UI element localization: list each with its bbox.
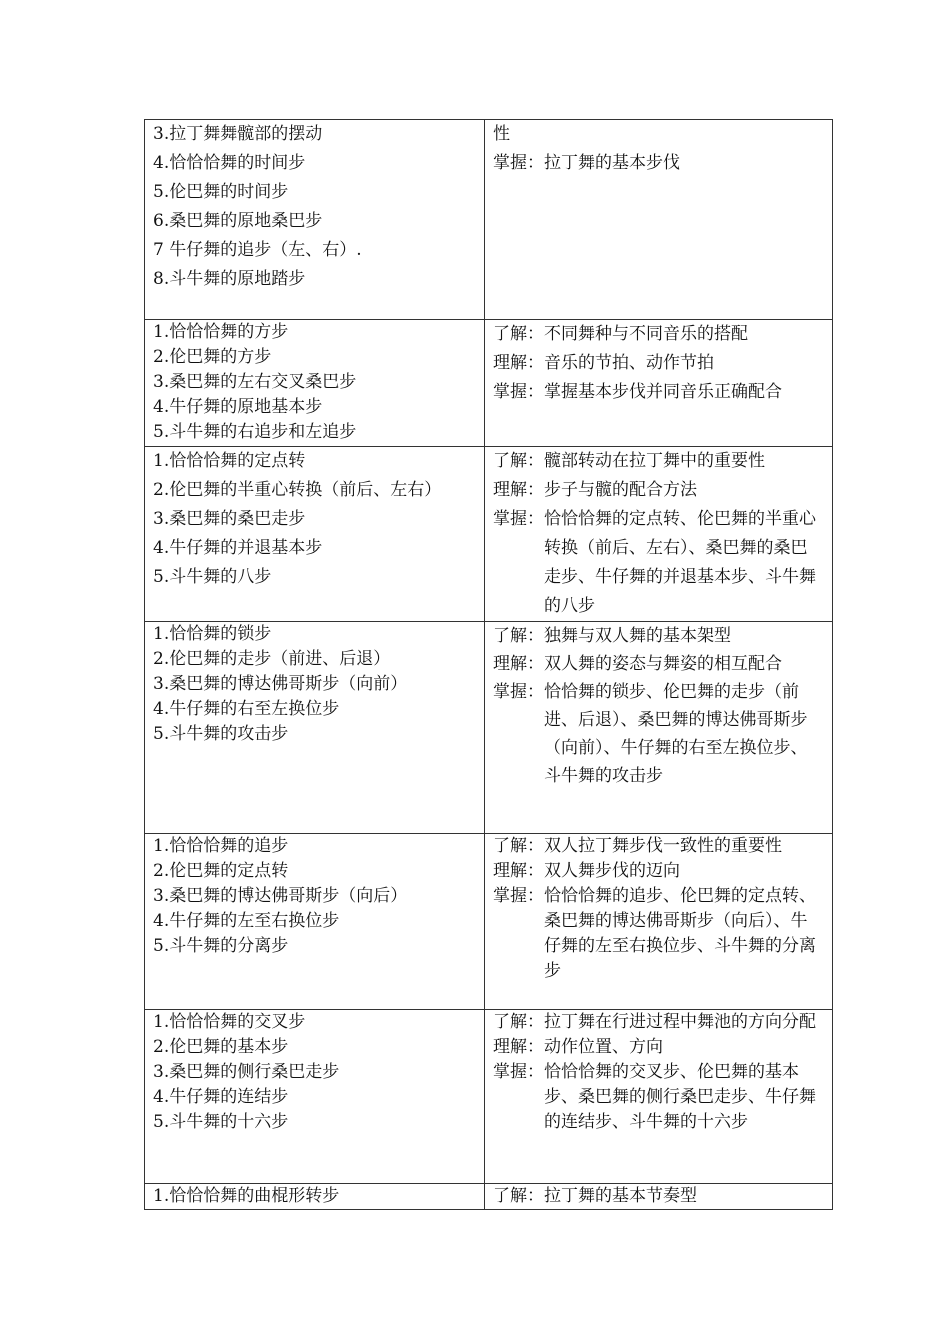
objective-entry	[493, 650, 824, 678]
objective-entry	[493, 834, 824, 859]
objective-text: 恰恰恰舞的定点转、伦巴舞的半重心转换（前后、左右）、桑巴舞的桑巴走步、牛仔舞的并退基本步、斗牛舞的八步	[544, 509, 816, 616]
objective-cell	[485, 447, 833, 622]
objective-text: 步子与髋的配合方法	[544, 480, 697, 500]
table-row	[145, 1010, 833, 1184]
content-line: 2.伦巴舞的方步	[153, 347, 272, 367]
objective-cell	[485, 1184, 833, 1210]
content-line: 7 牛仔舞的追步（左、右）.	[153, 240, 362, 260]
content-line: 1.恰恰恰舞的方步	[153, 322, 289, 342]
table-row	[145, 447, 833, 622]
objective-entry	[493, 678, 824, 790]
objective-entry	[493, 320, 824, 349]
content-line: 5.斗牛舞的右追步和左追步	[153, 422, 357, 442]
objective-entry	[493, 476, 824, 505]
objective-text: 性	[493, 124, 510, 144]
content-line: 5.斗牛舞的攻击步	[153, 724, 289, 744]
content-line: 3.桑巴舞的博达佛哥斯步（向后）	[153, 886, 408, 906]
content-line: 5.伦巴舞的时间步	[153, 182, 289, 202]
content-line: 1.恰恰舞的锁步	[153, 624, 272, 644]
objective-text: 掌握基本步伐并同音乐正确配合	[544, 382, 782, 402]
objective-entry	[493, 120, 824, 149]
objective-text: 独舞与双人舞的基本架型	[544, 626, 731, 646]
objective-label: 理解：	[493, 861, 544, 881]
content-line: 5.斗牛舞的八步	[153, 567, 272, 587]
table-row	[145, 320, 833, 447]
content-line: 1.恰恰恰舞的追步	[153, 836, 289, 856]
objective-text: 拉丁舞的基本步伐	[544, 153, 680, 173]
objective-label: 了解：	[493, 324, 544, 344]
objective-text: 双人舞的姿态与舞姿的相互配合	[544, 654, 782, 674]
content-line: 2.伦巴舞的半重心转换（前后、左右）	[153, 480, 442, 500]
table-row	[145, 120, 833, 320]
objective-entry	[493, 349, 824, 378]
content-line: 5.斗牛舞的分离步	[153, 936, 289, 956]
content-line: 5.斗牛舞的十六步	[153, 1112, 289, 1132]
content-line: 4.牛仔舞的并退基本步	[153, 538, 323, 558]
content-cell	[145, 1010, 485, 1184]
objective-entry	[493, 884, 824, 984]
content-line: 3.桑巴舞的侧行桑巴走步	[153, 1062, 340, 1082]
content-line: 3.桑巴舞的博达佛哥斯步（向前）	[153, 674, 408, 694]
content-cell	[145, 834, 485, 1010]
objective-text: 拉丁舞在行进过程中舞池的方向分配	[544, 1012, 816, 1032]
objective-label: 掌握：	[493, 682, 544, 702]
objective-label: 掌握：	[493, 382, 544, 402]
content-line: 3.桑巴舞的桑巴走步	[153, 509, 306, 529]
table-row	[145, 834, 833, 1010]
objective-text: 恰恰恰舞的追步、伦巴舞的定点转、桑巴舞的博达佛哥斯步（向后）、牛仔舞的左至右换位步、斗牛舞的分离步	[544, 886, 816, 981]
content-cell	[145, 622, 485, 834]
objective-text: 髋部转动在拉丁舞中的重要性	[544, 451, 765, 471]
content-table	[144, 119, 833, 1210]
content-line: 4.牛仔舞的原地基本步	[153, 397, 323, 417]
content-line: 8.斗牛舞的原地踏步	[153, 269, 306, 289]
content-line: 2.伦巴舞的走步（前进、后退）	[153, 649, 391, 669]
table-row	[145, 622, 833, 834]
objective-label: 了解：	[493, 1186, 544, 1206]
objective-text: 拉丁舞的基本节奏型	[544, 1186, 697, 1206]
content-cell	[145, 1184, 485, 1210]
objective-label: 掌握：	[493, 153, 544, 173]
objective-entry	[493, 1010, 824, 1035]
objective-text: 不同舞种与不同音乐的搭配	[544, 324, 748, 344]
content-line: 6.桑巴舞的原地桑巴步	[153, 211, 323, 231]
objective-cell	[485, 1010, 833, 1184]
content-cell	[145, 120, 485, 320]
objective-text: 动作位置、方向	[544, 1037, 663, 1057]
content-cell	[145, 447, 485, 622]
content-line: 4.恰恰恰舞的时间步	[153, 153, 306, 173]
content-cell	[145, 320, 485, 447]
objective-entry	[493, 378, 824, 407]
objective-label: 掌握：	[493, 509, 544, 529]
content-line: 4.牛仔舞的左至右换位步	[153, 911, 340, 931]
objective-label: 了解：	[493, 626, 544, 646]
content-line: 2.伦巴舞的定点转	[153, 861, 289, 881]
objective-label: 了解：	[493, 836, 544, 856]
content-line: 2.伦巴舞的基本步	[153, 1037, 289, 1057]
objective-entry	[493, 447, 824, 476]
objective-entry	[493, 859, 824, 884]
objective-text: 双人拉丁舞步伐一致性的重要性	[544, 836, 782, 856]
objective-label: 理解：	[493, 1037, 544, 1057]
objective-entry	[493, 1184, 824, 1209]
content-line: 1.恰恰恰舞的交叉步	[153, 1012, 306, 1032]
content-line: 3.桑巴舞的左右交叉桑巴步	[153, 372, 357, 392]
objective-label: 掌握：	[493, 1062, 544, 1082]
objective-text: 双人舞步伐的迈向	[544, 861, 680, 881]
objective-text: 恰恰恰舞的交叉步、伦巴舞的基本步、桑巴舞的侧行桑巴走步、牛仔舞的连结步、斗牛舞的十六步	[544, 1062, 816, 1132]
content-line: 3.拉丁舞舞髋部的摆动	[153, 124, 323, 144]
objective-entry	[493, 149, 824, 178]
objective-label: 了解：	[493, 451, 544, 471]
objective-cell	[485, 622, 833, 834]
objective-entry	[493, 1035, 824, 1060]
objective-label: 理解：	[493, 480, 544, 500]
content-line: 4.牛仔舞的连结步	[153, 1087, 289, 1107]
content-line: 1.恰恰恰舞的定点转	[153, 451, 306, 471]
objective-cell	[485, 834, 833, 1010]
content-line: 1.恰恰恰舞的曲棍形转步	[153, 1186, 340, 1206]
content-line: 4.牛仔舞的右至左换位步	[153, 699, 340, 719]
objective-label: 理解：	[493, 353, 544, 373]
objective-cell	[485, 120, 833, 320]
objective-entry	[493, 1060, 824, 1135]
objective-label: 了解：	[493, 1012, 544, 1032]
objective-label: 掌握：	[493, 886, 544, 906]
objective-text: 音乐的节拍、动作节拍	[544, 353, 714, 373]
objective-entry	[493, 622, 824, 650]
objective-entry	[493, 505, 824, 621]
objective-cell	[485, 320, 833, 447]
objective-text: 恰恰舞的锁步、伦巴舞的走步（前进、后退）、桑巴舞的博达佛哥斯步（向前）、牛仔舞的右至左换位步、斗牛舞的攻击步	[544, 682, 808, 786]
objective-label: 理解：	[493, 654, 544, 674]
table-row	[145, 1184, 833, 1210]
